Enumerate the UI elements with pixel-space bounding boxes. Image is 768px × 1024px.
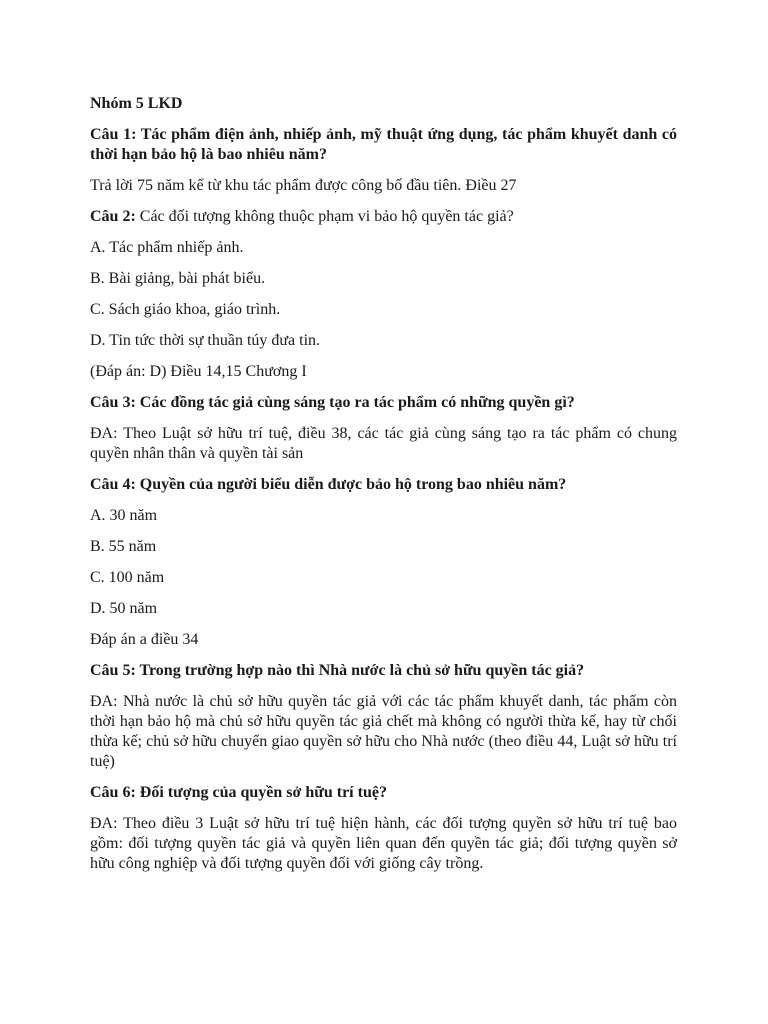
question-2-option-a: A. Tác phẩm nhiếp ảnh. <box>90 239 244 256</box>
question-4-option-a: A. 30 năm <box>90 507 158 524</box>
question-2-label: Câu 2: <box>90 208 136 225</box>
question-2 <box>90 207 677 227</box>
answer-1: Trả lời 75 năm kể từ khu tác phẩm được công bố đầu tiên. Điều 27 <box>90 177 517 194</box>
question-2-text: Các đối tượng không thuộc phạm vi bảo hộ quyền tác giả? <box>135 208 514 225</box>
answer-5: ĐA: Nhà nước là chủ sở hữu quyền tác giả với các tác phẩm khuyết danh, tác phẩm còn thời hạn bảo hộ mà chủ sở hữu quyền tác giả chết mà không có người thừa kế, hay từ chối thừa kế; chủ sở hữu chuyển giao quyền sở hữu cho Nhà nước (theo điều 44, Luật sở hữu trí tuệ) <box>90 693 677 770</box>
question-4-option-c: C. 100 năm <box>90 569 165 586</box>
question-3: Câu 3: Các đồng tác giả cùng sáng tạo ra tác phẩm có những quyền gì? <box>90 394 575 411</box>
question-1: Câu 1: Tác phẩm điện ảnh, nhiếp ảnh, mỹ thuật ứng dụng, tác phẩm khuyết danh có thời hạn bảo hộ là bao nhiêu năm? <box>90 126 677 163</box>
question-2-option-d: D. Tin tức thời sự thuần túy đưa tin. <box>90 332 321 349</box>
question-2-option-b: B. Bài giảng, bài phát biểu. <box>90 270 266 287</box>
question-4: Câu 4: Quyền của người biểu diễn được bảo hộ trong bao nhiêu năm? <box>90 476 567 493</box>
question-4-option-d: D. 50 năm <box>90 600 158 617</box>
answer-3: ĐA: Theo Luật sở hữu trí tuệ, điều 38, các tác giả cùng sáng tạo ra tác phẩm có chung quyền nhân thân và quyền tài sản <box>90 425 677 462</box>
question-6: Câu 6: Đối tượng của quyền sở hữu trí tuệ? <box>90 784 387 801</box>
answer-4: Đáp án a điều 34 <box>90 631 199 648</box>
answer-2: (Đáp án: D) Điều 14,15 Chương I <box>90 363 307 380</box>
document-page <box>90 94 677 885</box>
question-5: Câu 5: Trong trường hợp nào thì Nhà nước là chủ sở hữu quyền tác giả? <box>90 662 585 679</box>
answer-6: ĐA: Theo điều 3 Luật sở hữu trí tuệ hiện hành, các đối tượng quyền sở hữu trí tuệ bao gồm: đối tượng quyền tác giả và quyền liên quan đến quyền tác giả; đối tượng quyền sở hữu công nghiệp và đối tượng quyền đối với giống cây trồng. <box>90 815 677 872</box>
question-2-option-c: C. Sách giáo khoa, giáo trình. <box>90 301 281 318</box>
question-4-option-b: B. 55 năm <box>90 538 157 555</box>
document-title: Nhóm 5 LKD <box>90 95 183 112</box>
